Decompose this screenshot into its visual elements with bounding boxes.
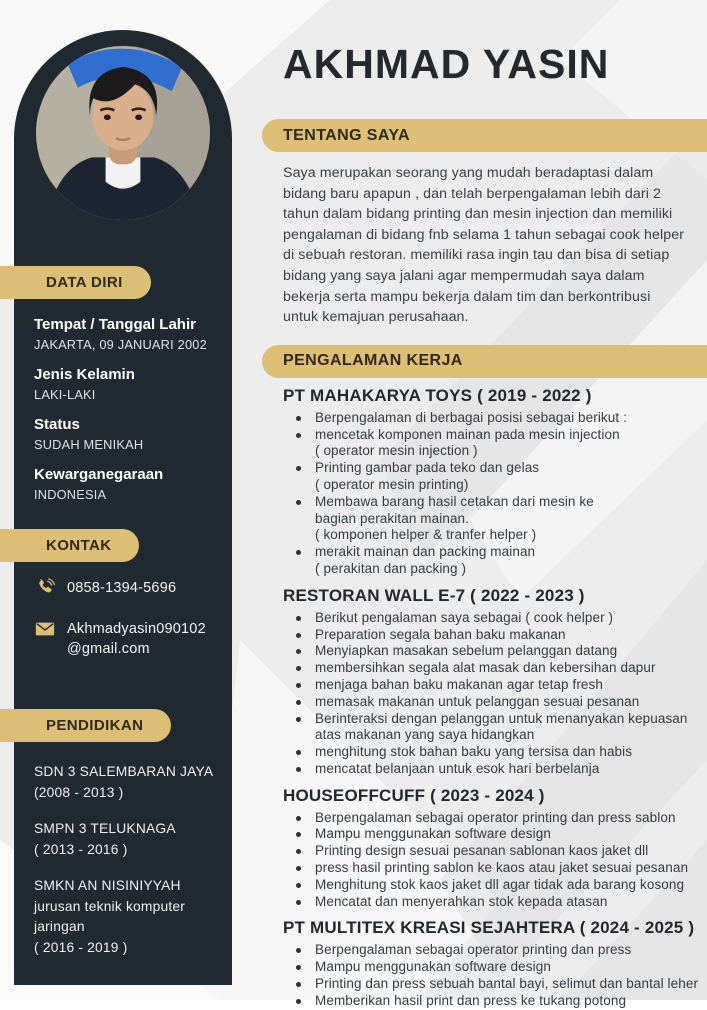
bullet-line: menghitung stok bahan baku yang tersisa dan habis [315,744,633,760]
job-title: HOUSEOFFCUFF ( 2023 - 2024 ) [283,785,545,805]
job-title: RESTORAN WALL E-7 ( 2022 - 2023 ) [283,585,585,605]
bullet-lines [315,959,699,976]
bullet-line: Printing design sesuai pesanan sablonan kaos jaket dll [315,843,649,859]
education-line: SMKN AN NISINIYYAH [34,878,181,893]
jobs-list [283,385,699,1010]
email-row [34,619,214,659]
bullet-lines [315,843,699,860]
education-item [34,876,218,958]
bullet-lines [315,860,699,877]
info-value: JAKARTA, 09 JANUARI 2002 [34,337,207,352]
job-bullet [283,494,699,544]
job-bullet [283,544,699,578]
bullet-line: press hasil printing sablon ke kaos atau jaket sesuai pesanan [315,860,689,876]
bullet-lines [315,976,699,993]
bullet-lines [315,627,699,644]
bullet-dot [296,416,301,421]
bullet-line: Berpengalaman di berbagai posisi sebagai berikut : [315,409,627,425]
bullet-line: mencatat belanjaan untuk esok hari berbelanja [315,760,600,776]
job-bullet [283,894,699,911]
job-bullet [283,427,699,461]
bullet-line: Berinteraksi dengan pelanggan untuk menanyakan kepuasan [315,710,688,726]
info-value: INDONESIA [34,487,107,502]
job-bullet [283,744,699,761]
job-title: PT MAHAKARYA TOYS ( 2019 - 2022 ) [283,385,592,405]
bullet-lines [315,694,699,711]
job-bullet [283,627,699,644]
job-bullet [283,976,699,993]
bullet-lines [315,810,699,827]
bullet-lines [315,410,699,427]
job-bullet [283,810,699,827]
job-bullet [283,711,699,745]
bullet-dot [296,616,301,621]
bullet-lines [315,610,699,627]
bullet-line: Berikut pengalaman saya sebagai ( cook helper ) [315,609,614,625]
about-paragraph: Saya merupakan seorang yang mudah beradaptasi dalam bidang baru apapun , dan telah berpengalaman lebih dari 2 tahun dalam bidang printing dan mesin injection dan memiliki pengalaman di bidang fnb selama 1 tahun sebagai cook helper di sebuah restoran. memiliki rasa ingin tau dan bisa di setiap bidang yang saya jalani agar mempermudah saya dalam bekerja serta mampu bekerja dalam tim dan berkontribusi untuk kemajuan perusahaan. [283,165,685,326]
job-bullet [283,877,699,894]
bullet-dot [296,649,301,654]
bullet-lines [315,494,699,544]
info-item [34,315,214,353]
bullet-dot [296,999,301,1004]
job-entry [283,785,699,911]
info-item [34,465,214,503]
phone-icon [34,577,56,599]
job-entry [283,585,699,778]
education-line: jurusan teknik komputer jaringan [34,898,186,934]
bullet-line: Printing dan press sebuah bantal bayi, selimut dan bantal leher [315,976,699,992]
job-bullet [283,959,699,976]
section-header-pengalaman-kerja: PENGALAMAN KERJA [262,345,707,378]
bullet-lines [315,993,699,1010]
phone-row [34,578,214,599]
job-bullet [283,410,699,427]
bullet-line: Mampu menggunakan software design [315,826,551,842]
profile-photo [36,46,210,220]
bullet-dot [296,965,301,970]
bullet-line: ( komponen helper & tranfer helper ) [315,527,537,543]
bullet-lines [315,460,699,494]
bullet-lines [315,761,699,778]
job-bullet [283,660,699,677]
info-label: Kewarganegaraan [34,466,164,483]
bullet-lines [315,643,699,660]
info-label: Tempat / Tanggal Lahir [34,316,196,333]
bullet-dot [296,717,301,722]
phone-number: 0858-1394-5696 [67,580,177,596]
bullet-line: Menyiapkan masakan sebelum pelanggan datang [315,643,618,659]
bullet-line: mencetak komponen mainan pada mesin injection [315,426,620,442]
job-entry [283,917,699,1009]
bullet-line: Preparation segala bahan baku makanan [315,626,566,642]
section-badge-data-diri: DATA DIRI [0,266,151,299]
bullet-dot [296,883,301,888]
bullet-dot [296,433,301,438]
bullet-line: atas makanan yang saya hidangkan [315,727,535,743]
info-value: LAKI-LAKI [34,387,96,402]
info-value: SUDAH MENIKAH [34,437,144,452]
bullet-lines [315,877,699,894]
bullet-dot [296,750,301,755]
bullet-lines [315,544,699,578]
main-content [262,0,707,1010]
bullet-line: Mampu menggunakan software design [315,959,551,975]
info-item [34,415,214,453]
bullet-line: Menghitung stok kaos jaket dll agar tidak ada barang kosong [315,876,685,892]
bullet-line: memasak makanan untuk pelanggan sesuai pesanan [315,693,640,709]
education-line: ( 2016 - 2019 ) [34,939,128,955]
info-label: Status [34,416,80,433]
bullet-line: Berpengalaman sebagai operator printing dan press sablon [315,809,676,825]
bullet-line: Berpengalaman sebagai operator printing dan press [315,942,632,958]
email-address: Akhmadyasin090102 @gmail.com [67,621,206,657]
bullet-dot [296,633,301,638]
bullet-line: Mencatat dan menyerahkan stok kepada atasan [315,893,608,909]
job-bullet [283,761,699,778]
bullet-line: Membawa barang hasil cetakan dari mesin ke [315,493,594,509]
bullet-dot [296,666,301,671]
job-bullet [283,643,699,660]
job-bullet [283,610,699,627]
bullet-line: bagian perakitan mainan. [315,510,470,526]
mail-icon [34,618,56,640]
job-bullet [283,860,699,877]
job-bullet [283,460,699,494]
info-item [34,365,214,403]
bullet-dot [296,700,301,705]
bullet-dot [296,900,301,905]
sidebar [14,30,232,985]
bullet-dot [296,948,301,953]
bullet-line: Memberikan hasil print dan press ke tukang potong [315,992,627,1008]
bullet-lines [315,826,699,843]
job-bullet [283,826,699,843]
bullet-dot [296,466,301,471]
person-name: AKHMAD YASIN [283,41,610,87]
job-title: PT MULTITEX KREASI SEJAHTERA ( 2024 - 2025 ) [283,918,695,938]
bullet-dot [296,982,301,987]
education-item [34,762,218,803]
education-line: (2008 - 2013 ) [34,784,124,800]
bullet-lines [315,660,699,677]
section-badge-pendidikan: PENDIDIKAN [0,709,171,742]
info-label: Jenis Kelamin [34,366,135,383]
bullet-dot [296,849,301,854]
bullet-lines [315,942,699,959]
bullet-lines [315,744,699,761]
bullet-dot [296,550,301,555]
bullet-dot [296,866,301,871]
bullet-line: menjaga bahan baku makanan agar tetap fresh [315,676,603,692]
data-diri-list [14,299,232,503]
bullet-dot [296,500,301,505]
bullet-lines [315,711,699,745]
bullet-dot [296,816,301,821]
education-line: SMPN 3 TELUKNAGA [34,821,176,836]
education-item [34,819,218,860]
bullet-lines [315,677,699,694]
bullet-line: ( operator mesin injection ) [315,443,478,459]
education-list [14,742,232,958]
job-bullet [283,942,699,959]
job-bullet [283,677,699,694]
bullet-line: Printing gambar pada teko dan gelas [315,460,540,476]
bullet-line: ( perakitan dan packing ) [315,560,467,576]
education-line: SDN 3 SALEMBARAN JAYA [34,764,214,779]
job-bullet [283,843,699,860]
bullet-lines [315,894,699,911]
bullet-line: membersihkan segala alat masak dan kebersihan dapur [315,660,656,676]
job-bullet [283,993,699,1010]
bullet-dot [296,683,301,688]
bullet-line: merakit mainan dan packing mainan [315,544,536,560]
bullet-lines [315,427,699,461]
bullet-line: ( operator mesin printing) [315,476,469,492]
section-header-tentang-saya: TENTANG SAYA [262,119,707,152]
bullet-dot [296,767,301,772]
job-bullet [283,694,699,711]
bullet-dot [296,832,301,837]
section-badge-kontak: KONTAK [0,529,139,562]
job-entry [283,385,699,578]
education-line: ( 2013 - 2016 ) [34,841,128,857]
